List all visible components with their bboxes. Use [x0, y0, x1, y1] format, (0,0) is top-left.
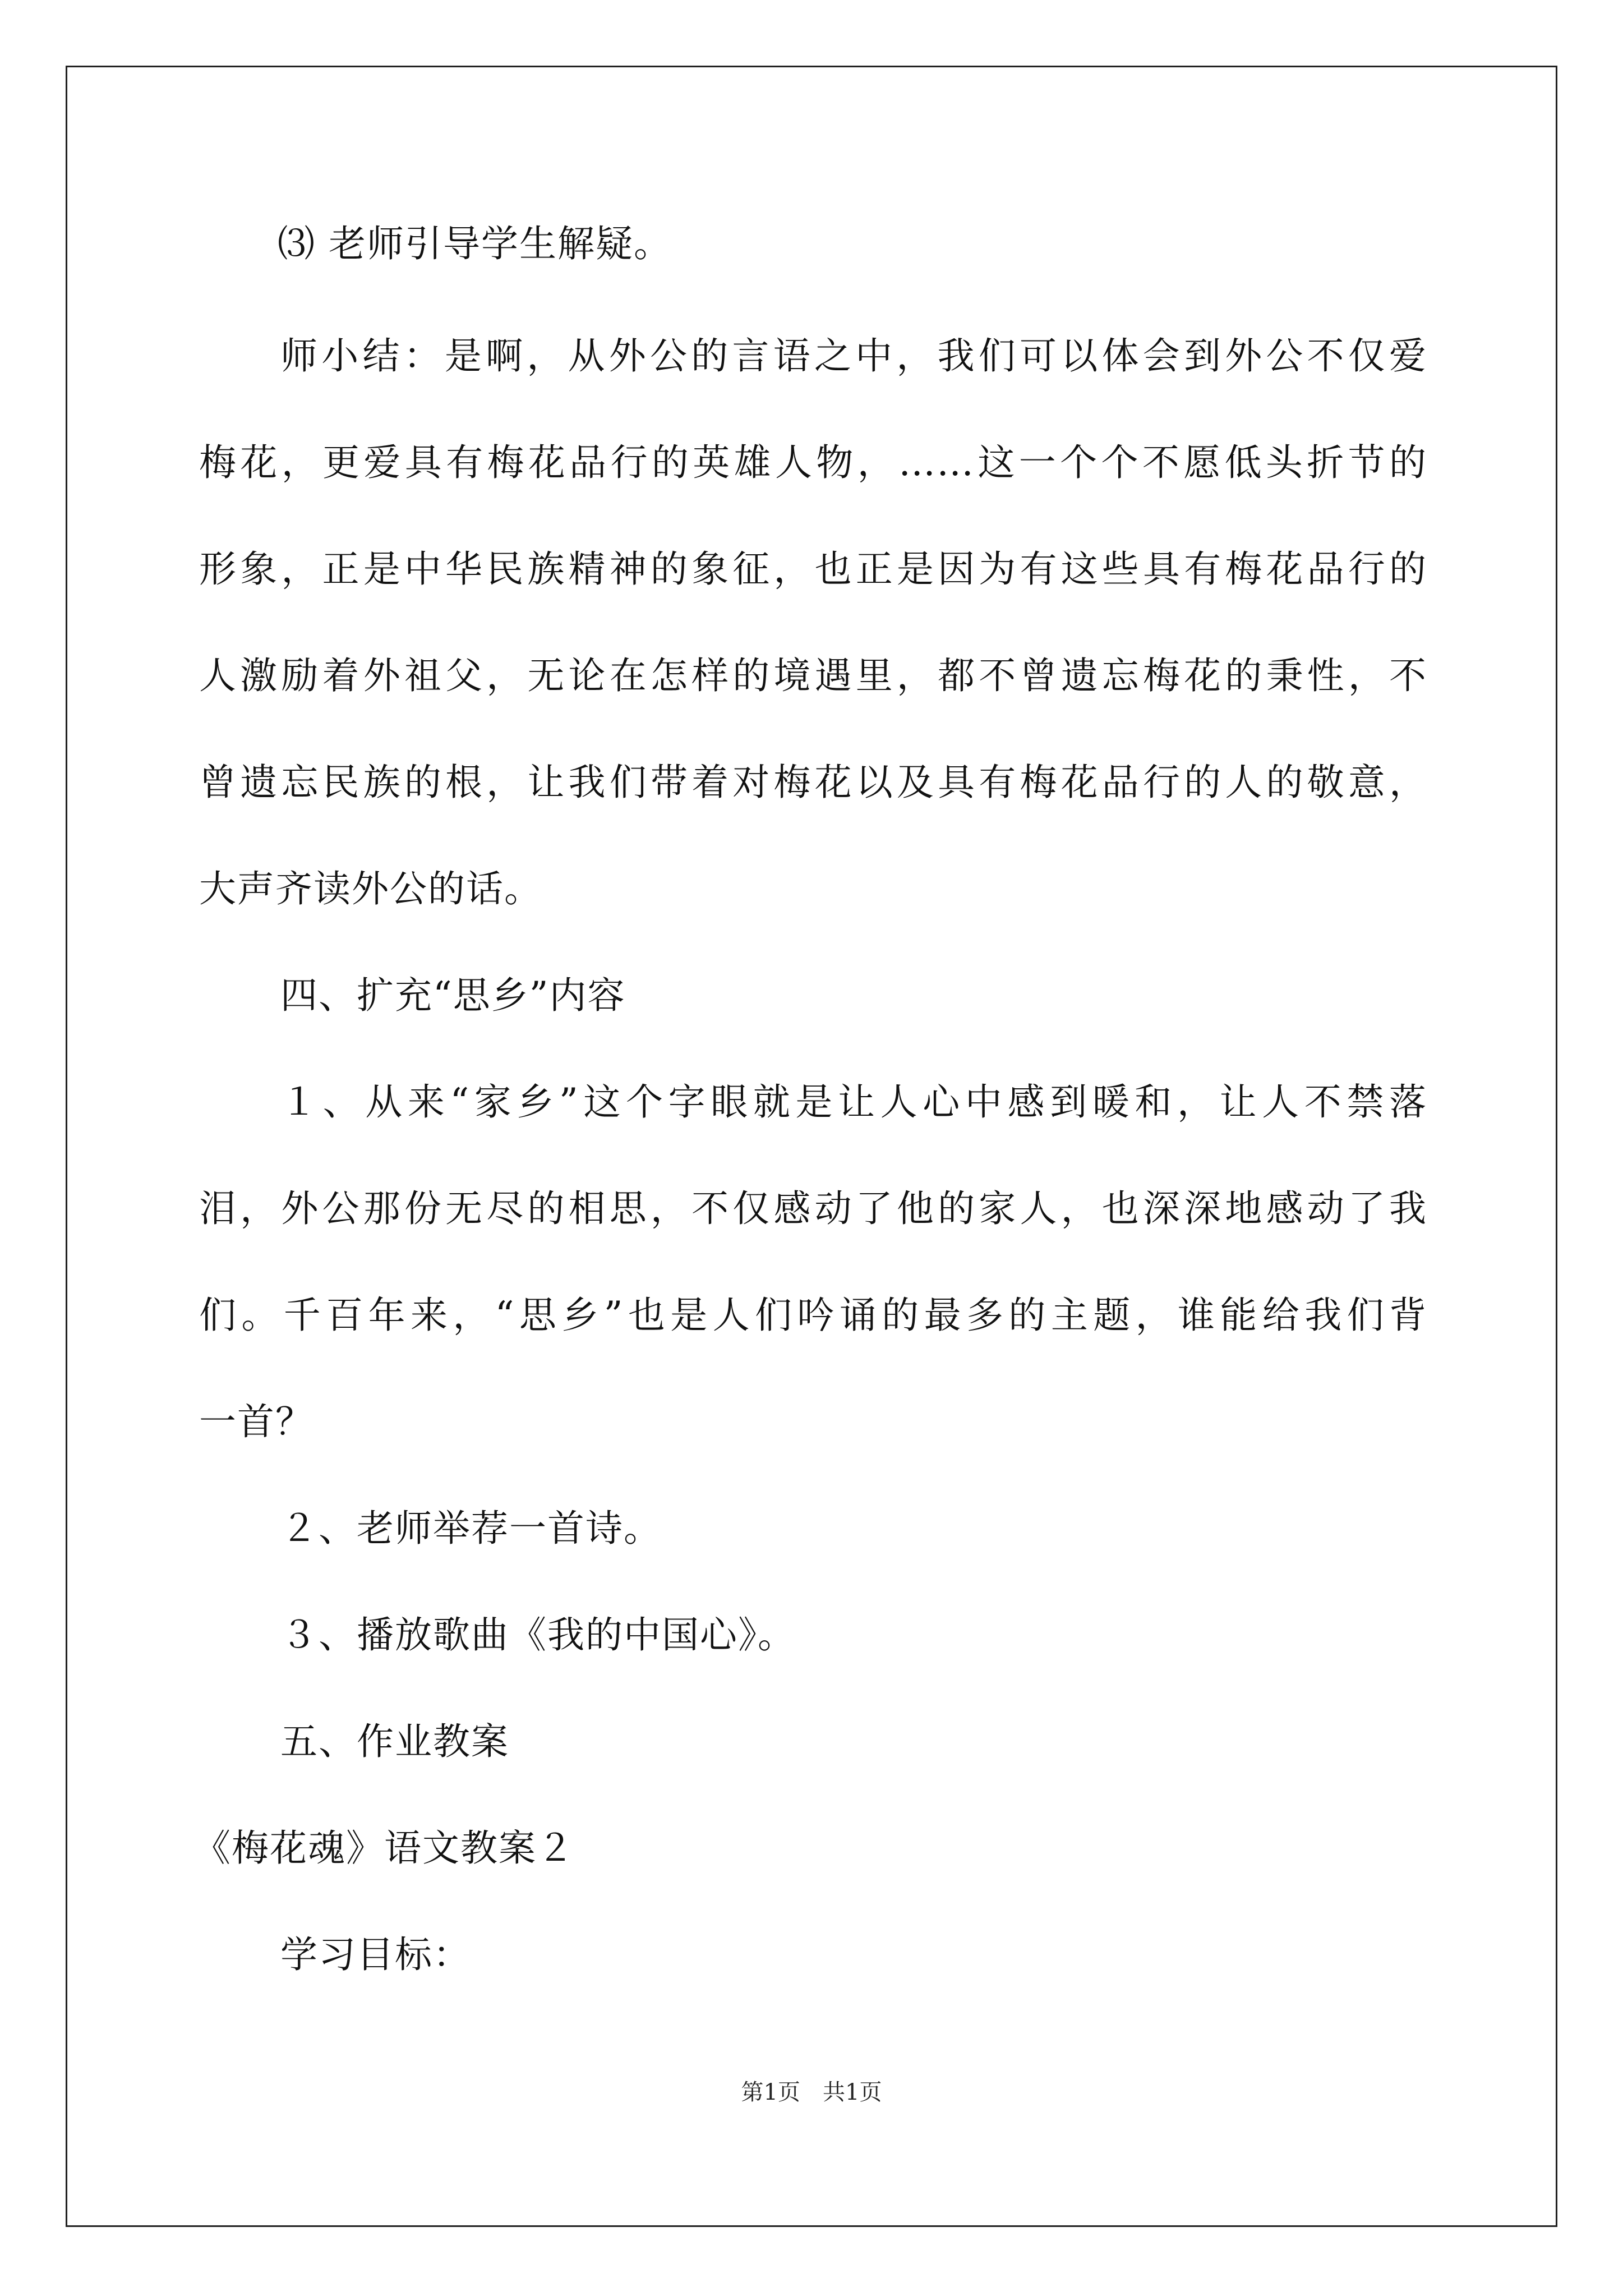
page-footer: 第1页 共1页	[741, 2079, 882, 2105]
section-heading-4: 四、扩充“思乡”内容	[280, 974, 626, 1017]
paragraph-line-9: １、从来“家乡”这个字眼就是让人心中感到暖和，让人不禁落	[280, 1080, 1427, 1124]
page-border	[66, 66, 1557, 2227]
paragraph-line-10: 泪，外公那份无尽的相思，不仅感动了他的家人，也深深地感动了我	[199, 1187, 1427, 1230]
paragraph-line-2: 师小结：是啊，从外公的言语之中，我们可以体会到外公不仅爱	[280, 334, 1427, 378]
paragraph-line-7: 大声齐读外公的话。	[199, 867, 542, 910]
paragraph-line-4: 形象，正是中华民族精神的象征，也正是因为有这些具有梅花品行的	[199, 547, 1427, 591]
paragraph-line-12: 一首？	[199, 1400, 313, 1443]
section-heading-5: 五、作业教案	[280, 1720, 509, 1763]
paragraph-line-5: 人激励着外祖父，无论在怎样的境遇里，都不曾遗忘梅花的秉性，不	[199, 654, 1427, 697]
paragraph-line-3: 梅花，更爱具有梅花品行的英雄人物，……这一个个不愿低头折节的	[199, 441, 1427, 484]
paragraph-line-14: ３、播放歌曲《我的中国心》。	[280, 1613, 796, 1657]
paragraph-line-1: ⑶ 老师引导学生解疑。	[278, 222, 672, 265]
lesson-plan-title: 《梅花魂》语文教案２	[193, 1826, 575, 1870]
paragraph-line-11: 们。千百年来，“思乡”也是人们吟诵的最多的主题，谁能给我们背	[199, 1294, 1427, 1337]
paragraph-line-13: ２、老师举荐一首诗。	[280, 1507, 662, 1550]
learning-goals-heading: 学习目标：	[280, 1933, 471, 1976]
paragraph-line-6: 曾遗忘民族的根，让我们带着对梅花以及具有梅花品行的人的敬意，	[199, 761, 1427, 804]
